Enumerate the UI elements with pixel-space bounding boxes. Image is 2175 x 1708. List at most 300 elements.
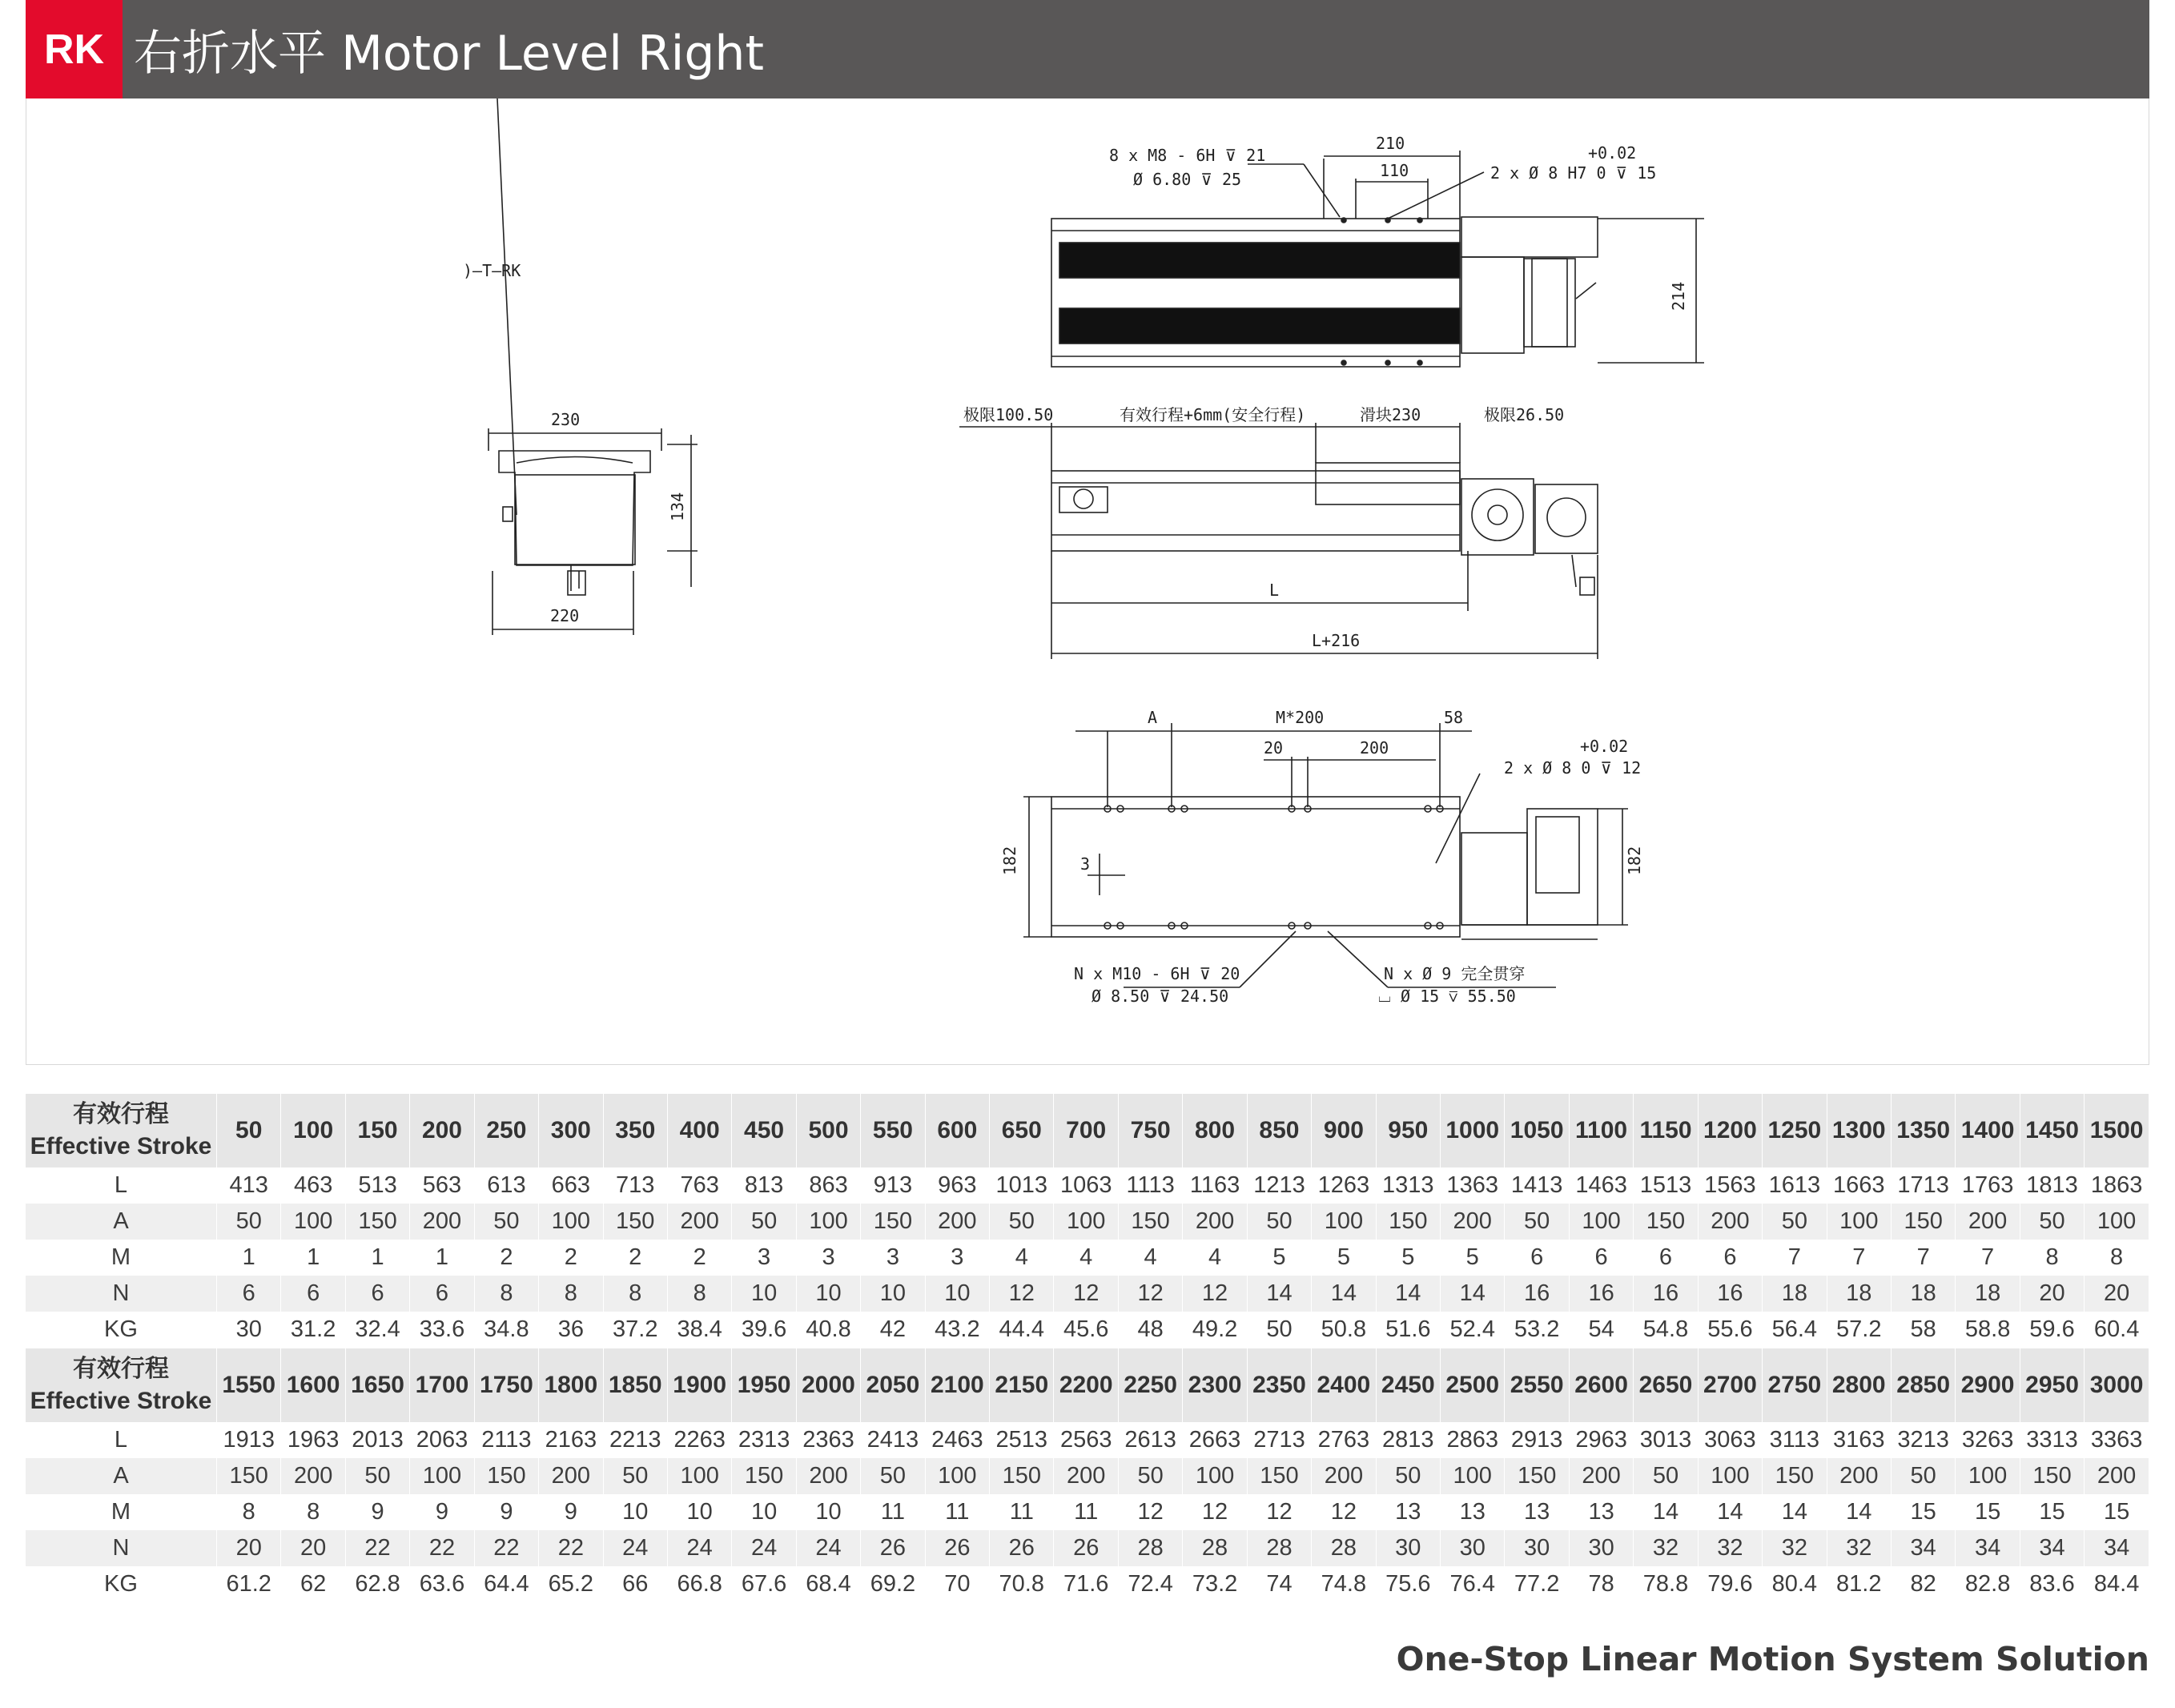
front-slider: 滑块230 [1360, 405, 1421, 424]
table-cell: 7 [1763, 1240, 1827, 1276]
table-cell: 6 [281, 1276, 345, 1312]
front-effective-stroke: 有效行程+6mm(安全行程) [1120, 405, 1306, 424]
table-cell: 50 [1763, 1204, 1827, 1240]
table-cell: 100 [2085, 1204, 2149, 1240]
stroke-value: 600 [925, 1094, 989, 1167]
table-cell: 6 [1634, 1240, 1698, 1276]
table-cell: 200 [2085, 1458, 2149, 1494]
table-cell: 26 [925, 1530, 989, 1566]
table-cell: 32 [1634, 1530, 1698, 1566]
table-row [26, 1458, 2149, 1494]
table-cell: 100 [1827, 1204, 1891, 1240]
bottom-dim-182-right: 182 [1625, 846, 1644, 875]
table-cell: 2 [474, 1240, 538, 1276]
table-row [26, 1494, 2149, 1530]
table-cell: 8 [217, 1494, 281, 1530]
table-cell: 10 [732, 1494, 796, 1530]
table-cell: 5 [1376, 1240, 1440, 1276]
table-cell: 67.6 [732, 1566, 796, 1602]
table-cell: 64.4 [474, 1566, 538, 1602]
table-cell: 22 [345, 1530, 409, 1566]
table-row [26, 1240, 2149, 1276]
table-cell: 20 [281, 1530, 345, 1566]
table-cell: 913 [861, 1167, 925, 1204]
table-cell: 50 [345, 1458, 409, 1494]
table-cell: 463 [281, 1167, 345, 1204]
table-cell: 15 [1956, 1494, 2020, 1530]
stroke-value: 1900 [667, 1348, 731, 1422]
table-cell: 16 [1569, 1276, 1633, 1312]
table-cell: 68.4 [796, 1566, 860, 1602]
table-cell: 3013 [1634, 1422, 1698, 1458]
front-limit-right: 极限26.50 [1484, 405, 1565, 424]
bottom-tap-spec: N x M10 - 6H ⊽ 20 [1074, 964, 1240, 983]
table-cell: 12 [1183, 1276, 1247, 1312]
table-cell: 2413 [861, 1422, 925, 1458]
table-cell: 2813 [1376, 1422, 1440, 1458]
table-cell: 22 [474, 1530, 538, 1566]
table-cell: 4 [990, 1240, 1054, 1276]
table-cell: 2063 [410, 1422, 474, 1458]
stroke-value: 1850 [603, 1348, 667, 1422]
stroke-value: 300 [539, 1094, 603, 1167]
table-cell: 8 [2085, 1240, 2149, 1276]
table-cell: 1613 [1763, 1167, 1827, 1204]
stroke-value: 250 [474, 1094, 538, 1167]
table-cell: 1 [281, 1240, 345, 1276]
table-cell: 3113 [1763, 1422, 1827, 1458]
table-cell: 1263 [1312, 1167, 1376, 1204]
table-cell: 30 [1505, 1530, 1569, 1566]
table-cell: 150 [603, 1204, 667, 1240]
table-cell: 50 [1247, 1312, 1311, 1348]
table-cell: 78 [1569, 1566, 1633, 1602]
table-cell: 82.8 [1956, 1566, 2020, 1602]
bottom-thru-spec: N x Ø 9 完全贯穿 [1384, 964, 1526, 983]
stroke-value: 2650 [1634, 1348, 1698, 1422]
table-cell: 50 [1634, 1458, 1698, 1494]
table-cell: 150 [217, 1458, 281, 1494]
table-cell: 70 [925, 1566, 989, 1602]
table-cell: 10 [732, 1276, 796, 1312]
table-cell: 613 [474, 1167, 538, 1204]
table-cell: 14 [1634, 1494, 1698, 1530]
table-cell: 18 [1956, 1276, 2020, 1312]
table-cell: 24 [732, 1530, 796, 1566]
label-en: Effective Stroke [30, 1133, 212, 1159]
table-row [26, 1276, 2149, 1312]
table-cell: 7 [1891, 1240, 1955, 1276]
table-cell: 3163 [1827, 1422, 1891, 1458]
table-cell: 60.4 [2085, 1312, 2149, 1348]
table-cell: 2513 [990, 1422, 1054, 1458]
table-cell: 3 [732, 1240, 796, 1276]
label-cn: 有效行程 [73, 1356, 169, 1382]
table-cell: 1563 [1698, 1167, 1762, 1204]
table-cell: 100 [1569, 1204, 1633, 1240]
table-cell: 1213 [1247, 1167, 1311, 1204]
table-cell: 413 [217, 1167, 281, 1204]
stroke-value: 1650 [345, 1348, 409, 1422]
table-cell: 2263 [667, 1422, 731, 1458]
table-cell: 8 [603, 1276, 667, 1312]
table-cell: 1713 [1891, 1167, 1955, 1204]
table-cell: 61.2 [217, 1566, 281, 1602]
stroke-header-label [26, 1348, 217, 1422]
table-cell: 18 [1891, 1276, 1955, 1312]
stroke-value: 1300 [1827, 1094, 1891, 1167]
table-cell: 34 [1891, 1530, 1955, 1566]
table-cell: 1463 [1569, 1167, 1633, 1204]
table-cell: 2 [539, 1240, 603, 1276]
table-cell: 150 [1376, 1204, 1440, 1240]
table-cell: 63.6 [410, 1566, 474, 1602]
table-cell: 2613 [1118, 1422, 1182, 1458]
table-cell: 15 [1891, 1494, 1955, 1530]
table-cell: 6 [217, 1276, 281, 1312]
table-cell: 58 [1891, 1312, 1955, 1348]
row-label: A [26, 1204, 217, 1240]
table-cell: 13 [1505, 1494, 1569, 1530]
bottom-dim-20: 20 [1264, 738, 1284, 758]
table-cell: 1863 [2085, 1167, 2149, 1204]
table-cell: 150 [474, 1458, 538, 1494]
table-cell: 9 [539, 1494, 603, 1530]
table-cell: 863 [796, 1167, 860, 1204]
table-cell: 11 [1054, 1494, 1118, 1530]
table-cell: 16 [1698, 1276, 1762, 1312]
stroke-table-2 [26, 1348, 2149, 1602]
table-cell: 14 [1763, 1494, 1827, 1530]
stroke-value: 1350 [1891, 1094, 1955, 1167]
table-cell: 30 [1441, 1530, 1505, 1566]
stroke-table-1 [26, 1094, 2149, 1348]
bottom-dim-M200: M*200 [1276, 708, 1325, 727]
table-cell: 14 [1247, 1276, 1311, 1312]
table-row [26, 1312, 2149, 1348]
table-cell: 9 [474, 1494, 538, 1530]
table-cell: 200 [1183, 1204, 1247, 1240]
table-cell: 200 [1312, 1458, 1376, 1494]
table-cell: 71.6 [1054, 1566, 1118, 1602]
table-cell: 44.4 [990, 1312, 1054, 1348]
table-cell: 150 [1247, 1458, 1311, 1494]
dim-top-110: 110 [1380, 161, 1409, 180]
table-cell: 50 [732, 1204, 796, 1240]
table-cell: 77.2 [1505, 1566, 1569, 1602]
table-cell: 100 [796, 1204, 860, 1240]
stroke-value: 2550 [1505, 1348, 1569, 1422]
table-cell: 50 [990, 1204, 1054, 1240]
bottom-dim-3: 3 [1080, 854, 1091, 874]
table-cell: 74.8 [1312, 1566, 1376, 1602]
table-cell: 70.8 [990, 1566, 1054, 1602]
table-cell: 15 [2085, 1494, 2149, 1530]
table-cell: 50 [217, 1204, 281, 1240]
stroke-value: 400 [667, 1094, 731, 1167]
drawing-svg [26, 98, 2150, 1065]
table-cell: 78.8 [1634, 1566, 1698, 1602]
table-cell: 59.6 [2020, 1312, 2084, 1348]
dim-side-height-134: 134 [668, 492, 687, 521]
table-cell: 74 [1247, 1566, 1311, 1602]
stroke-value: 750 [1118, 1094, 1182, 1167]
table-cell: 50 [1891, 1458, 1955, 1494]
bottom-dim-182-left: 182 [1000, 846, 1019, 875]
table-cell: 73.2 [1183, 1566, 1247, 1602]
table-cell: 2463 [925, 1422, 989, 1458]
table-cell: 200 [667, 1204, 731, 1240]
stroke-value: 200 [410, 1094, 474, 1167]
table-cell: 50 [474, 1204, 538, 1240]
table-cell: 100 [667, 1458, 731, 1494]
table-cell: 14 [1698, 1494, 1762, 1530]
stroke-value: 950 [1376, 1094, 1440, 1167]
dim-top-214: 214 [1669, 281, 1688, 311]
table-cell: 18 [1827, 1276, 1891, 1312]
stroke-value: 450 [732, 1094, 796, 1167]
table-cell: 50 [1247, 1204, 1311, 1240]
stroke-value: 2800 [1827, 1348, 1891, 1422]
table-cell: 9 [345, 1494, 409, 1530]
table-cell: 100 [1956, 1458, 2020, 1494]
table-cell: 5 [1312, 1240, 1376, 1276]
table-cell: 26 [990, 1530, 1054, 1566]
table-cell: 50 [1118, 1458, 1182, 1494]
table-cell: 8 [539, 1276, 603, 1312]
table-cell: 1313 [1376, 1167, 1440, 1204]
table-cell: 22 [539, 1530, 603, 1566]
table-cell: 200 [1698, 1204, 1762, 1240]
stroke-value: 2750 [1763, 1348, 1827, 1422]
stroke-value: 2500 [1441, 1348, 1505, 1422]
table-cell: 200 [1569, 1458, 1633, 1494]
table-cell: 10 [861, 1276, 925, 1312]
stroke-value: 1450 [2020, 1094, 2084, 1167]
table-cell: 31.2 [281, 1312, 345, 1348]
row-label: A [26, 1458, 217, 1494]
table-cell: 150 [861, 1204, 925, 1240]
table-cell: 10 [603, 1494, 667, 1530]
table-cell: 2963 [1569, 1422, 1633, 1458]
table-cell: 12 [1312, 1494, 1376, 1530]
table-cell: 100 [1183, 1458, 1247, 1494]
table-cell: 37.2 [603, 1312, 667, 1348]
stroke-value: 1700 [410, 1348, 474, 1422]
table-cell: 1413 [1505, 1167, 1569, 1204]
stroke-value: 2150 [990, 1348, 1054, 1422]
table-cell: 24 [796, 1530, 860, 1566]
table-cell: 14 [1312, 1276, 1376, 1312]
table-cell: 3 [925, 1240, 989, 1276]
stroke-value: 50 [217, 1094, 281, 1167]
table-cell: 200 [281, 1458, 345, 1494]
table-cell: 20 [2020, 1276, 2084, 1312]
table-cell: 150 [345, 1204, 409, 1240]
table-cell: 32 [1763, 1530, 1827, 1566]
stroke-value: 850 [1247, 1094, 1311, 1167]
row-label: M [26, 1494, 217, 1530]
footer-tagline: One-Stop Linear Motion System Solution [1396, 1640, 2149, 1678]
table-cell: 13 [1569, 1494, 1633, 1530]
row-label: N [26, 1276, 217, 1312]
table-cell: 5 [1247, 1240, 1311, 1276]
table-cell: 13 [1376, 1494, 1440, 1530]
table-cell: 30 [1569, 1530, 1633, 1566]
table-cell: 50 [1376, 1458, 1440, 1494]
row-label: M [26, 1240, 217, 1276]
table-cell: 3213 [1891, 1422, 1955, 1458]
stroke-value: 1000 [1441, 1094, 1505, 1167]
label-en: Effective Stroke [30, 1388, 212, 1414]
table-cell: 100 [925, 1458, 989, 1494]
table-cell: 12 [1247, 1494, 1311, 1530]
stroke-value: 2350 [1247, 1348, 1311, 1422]
table-cell: 12 [1118, 1494, 1182, 1530]
table-cell: 28 [1312, 1530, 1376, 1566]
model-badge: RK [26, 0, 123, 98]
table-cell: 48 [1118, 1312, 1182, 1348]
table-cell: 16 [1505, 1276, 1569, 1312]
table-cell: 2113 [474, 1422, 538, 1458]
table-cell: 150 [1634, 1204, 1698, 1240]
front-limit-left: 极限100.50 [963, 405, 1054, 424]
table-cell: 14 [1376, 1276, 1440, 1312]
row-label: L [26, 1422, 217, 1458]
table-cell: 82 [1891, 1566, 1955, 1602]
table-cell: 40.8 [796, 1312, 860, 1348]
table-cell: 20 [217, 1530, 281, 1566]
table-cell: 6 [410, 1276, 474, 1312]
stroke-value: 1400 [1956, 1094, 2020, 1167]
stroke-value: 2050 [861, 1348, 925, 1422]
stroke-value: 2250 [1118, 1348, 1182, 1422]
stroke-value: 1500 [2085, 1094, 2149, 1167]
table-cell: 1163 [1183, 1167, 1247, 1204]
stroke-value: 2450 [1376, 1348, 1440, 1422]
table-cell: 26 [861, 1530, 925, 1566]
table-cell: 150 [1118, 1204, 1182, 1240]
table-cell: 51.6 [1376, 1312, 1440, 1348]
table-cell: 150 [1763, 1458, 1827, 1494]
table-cell: 18 [1763, 1276, 1827, 1312]
table-cell: 200 [539, 1458, 603, 1494]
table-cell: 32 [1698, 1530, 1762, 1566]
stroke-value: 1200 [1698, 1094, 1762, 1167]
table-cell: 9 [410, 1494, 474, 1530]
bottom-dim-200: 200 [1360, 738, 1389, 758]
stroke-value: 1550 [217, 1348, 281, 1422]
table-cell: 200 [925, 1204, 989, 1240]
row-label: KG [26, 1312, 217, 1348]
table-cell: 100 [1054, 1204, 1118, 1240]
table-cell: 100 [539, 1204, 603, 1240]
table-cell: 5 [1441, 1240, 1505, 1276]
table-cell: 11 [990, 1494, 1054, 1530]
table-cell: 30 [217, 1312, 281, 1348]
table-cell: 11 [925, 1494, 989, 1530]
front-dim-L216: L+216 [1312, 631, 1361, 650]
stroke-header-row [26, 1094, 2149, 1167]
table-cell: 4 [1118, 1240, 1182, 1276]
table-cell: 2863 [1441, 1422, 1505, 1458]
stroke-value: 2950 [2020, 1348, 2084, 1422]
stroke-value: 2000 [796, 1348, 860, 1422]
table-cell: 1363 [1441, 1167, 1505, 1204]
table-cell: 2763 [1312, 1422, 1376, 1458]
table-cell: 2563 [1054, 1422, 1118, 1458]
table-cell: 79.6 [1698, 1566, 1762, 1602]
stroke-value: 800 [1183, 1094, 1247, 1167]
table-cell: 200 [1827, 1458, 1891, 1494]
table-cell: 2663 [1183, 1422, 1247, 1458]
table-cell: 12 [1118, 1276, 1182, 1312]
table-cell: 100 [1441, 1458, 1505, 1494]
table-cell: 30 [1376, 1530, 1440, 1566]
table-cell: 10 [667, 1494, 731, 1530]
table-cell: 28 [1183, 1530, 1247, 1566]
table-cell: 963 [925, 1167, 989, 1204]
stroke-value: 2600 [1569, 1348, 1633, 1422]
table-cell: 56.4 [1763, 1312, 1827, 1348]
table-cell: 84.4 [2085, 1566, 2149, 1602]
table-cell: 12 [990, 1276, 1054, 1312]
stroke-header-label [26, 1094, 217, 1167]
table-cell: 24 [603, 1530, 667, 1566]
table-cell: 200 [796, 1458, 860, 1494]
table-cell: 36 [539, 1312, 603, 1348]
table-cell: 1113 [1118, 1167, 1182, 1204]
bottom-pin-tolerance: +0.02 [1580, 737, 1629, 756]
table-cell: 1963 [281, 1422, 345, 1458]
table-cell: 10 [796, 1276, 860, 1312]
table-cell: 10 [796, 1494, 860, 1530]
table-cell: 6 [1698, 1240, 1762, 1276]
table-cell: 3363 [2085, 1422, 2149, 1458]
front-view [959, 423, 1598, 659]
table-cell: 200 [1956, 1204, 2020, 1240]
table-cell: 6 [345, 1276, 409, 1312]
bottom-drill-spec: Ø 8.50 ⊽ 24.50 [1092, 987, 1229, 1006]
table-cell: 513 [345, 1167, 409, 1204]
row-label: N [26, 1530, 217, 1566]
stroke-value: 700 [1054, 1094, 1118, 1167]
table-cell: 2363 [796, 1422, 860, 1458]
table-cell: 45.6 [1054, 1312, 1118, 1348]
bottom-dim-58: 58 [1444, 708, 1464, 727]
table-cell: 42 [861, 1312, 925, 1348]
table-cell: 2313 [732, 1422, 796, 1458]
table-cell: 58.8 [1956, 1312, 2020, 1348]
table-cell: 1 [345, 1240, 409, 1276]
table-cell: 713 [603, 1167, 667, 1204]
table-cell: 150 [732, 1458, 796, 1494]
stroke-value: 2300 [1183, 1348, 1247, 1422]
table-cell: 34 [2020, 1530, 2084, 1566]
table-cell: 4 [1054, 1240, 1118, 1276]
bottom-dim-A: A [1148, 708, 1158, 727]
table-cell: 2 [603, 1240, 667, 1276]
stroke-value: 100 [281, 1094, 345, 1167]
table-cell: 50 [603, 1458, 667, 1494]
table-cell: 11 [861, 1494, 925, 1530]
stroke-value: 1950 [732, 1348, 796, 1422]
table-cell: 4 [1183, 1240, 1247, 1276]
table-cell: 14 [1441, 1276, 1505, 1312]
table-row [26, 1167, 2149, 1204]
table-cell: 72.4 [1118, 1566, 1182, 1602]
table-cell: 50.8 [1312, 1312, 1376, 1348]
